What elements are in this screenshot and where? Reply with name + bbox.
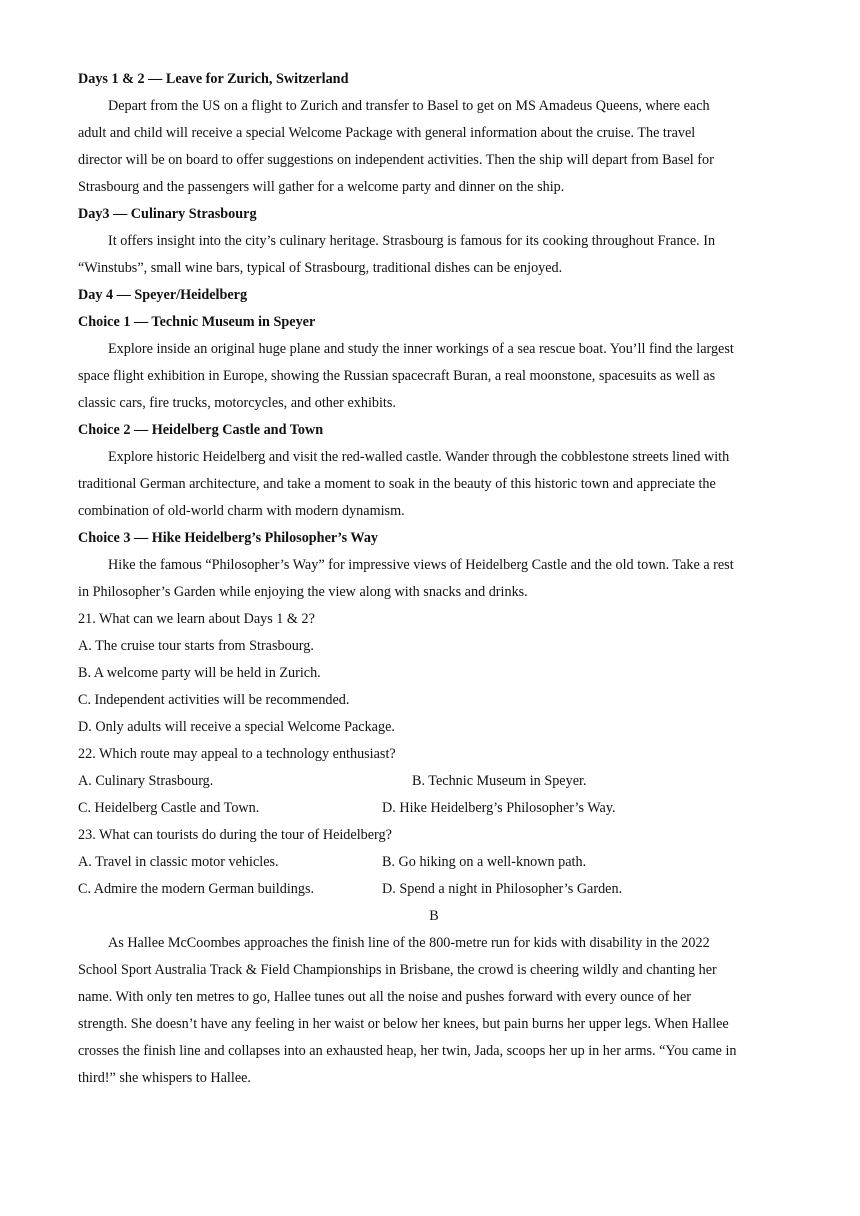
section-heading-choice-3: Choice 3 — Hike Heidelberg’s Philosopher’s Way — [78, 530, 379, 546]
section-heading-days-1-2: Days 1 & 2 — Leave for Zurich, Switzerland — [78, 71, 349, 87]
answer-option: D. Spend a night in Philosopher’s Garden. — [382, 881, 623, 897]
paragraph-line: director will be on board to offer suggestions on independent activities. Then the ship will depart from Basel for — [78, 152, 714, 168]
paragraph-line: combination of old-world charm with modern dynamism. — [78, 503, 405, 519]
answer-option: A. Culinary Strasbourg. — [78, 773, 214, 789]
answer-option-row — [78, 768, 790, 795]
paragraph-line: As Hallee McCoombes approaches the finish line of the 800-metre run for kids with disability in the 2022 — [108, 935, 710, 951]
section-heading-day-3: Day3 — Culinary Strasbourg — [78, 206, 257, 222]
section-heading-choice-1: Choice 1 — Technic Museum in Speyer — [78, 314, 316, 330]
paragraph-line: “Winstubs”, small wine bars, typical of Strasbourg, traditional dishes can be enjoyed. — [78, 260, 563, 276]
answer-option: C. Independent activities will be recommended. — [78, 692, 350, 708]
answer-option: D. Only adults will receive a special Welcome Package. — [78, 719, 395, 735]
paragraph-line: crosses the finish line and collapses into an exhausted heap, her twin, Jada, scoops her up in her arms. “You came in — [78, 1043, 737, 1059]
answer-option: A. Travel in classic motor vehicles. — [78, 854, 279, 870]
section-heading-day-4: Day 4 — Speyer/Heidelberg — [78, 287, 248, 303]
document-page — [78, 66, 790, 1092]
answer-option: C. Admire the modern German buildings. — [78, 881, 315, 897]
answer-option-row — [78, 876, 790, 903]
paragraph-line: Explore historic Heidelberg and visit the red-walled castle. Wander through the cobblestone streets lined with — [108, 449, 730, 465]
paragraph-line: space flight exhibition in Europe, showing the Russian spacecraft Buran, a real moonstone, spacesuits as well as — [78, 368, 716, 384]
answer-option: D. Hike Heidelberg’s Philosopher’s Way. — [382, 800, 616, 816]
section-heading-choice-2: Choice 2 — Heidelberg Castle and Town — [78, 422, 324, 438]
paragraph-line: traditional German architecture, and take a moment to soak in the beauty of this historic town and appreciate the — [78, 476, 716, 492]
answer-option: B. Go hiking on a well-known path. — [382, 854, 587, 870]
paragraph-line: School Sport Australia Track & Field Championships in Brisbane, the crowd is cheering wildly and chanting her — [78, 962, 717, 978]
paragraph-line: Strasbourg and the passengers will gather for a welcome party and dinner on the ship. — [78, 179, 565, 195]
answer-option: A. The cruise tour starts from Strasbourg. — [78, 638, 314, 654]
paragraph-line: classic cars, fire trucks, motorcycles, and other exhibits. — [78, 395, 396, 411]
paragraph-line: name. With only ten metres to go, Hallee tunes out all the noise and pushes forward with every ounce of her — [78, 989, 691, 1005]
answer-option: B. A welcome party will be held in Zurich. — [78, 665, 321, 681]
paragraph-line: It offers insight into the city’s culinary heritage. Strasbourg is famous for its cooking throughout France. In — [108, 233, 716, 249]
paragraph-line: in Philosopher’s Garden while enjoying the view along with snacks and drinks. — [78, 584, 528, 600]
passage-label: B — [429, 908, 439, 924]
question-stem-21: 21. What can we learn about Days 1 & 2? — [78, 611, 315, 627]
answer-option-row — [78, 795, 790, 822]
answer-option: C. Heidelberg Castle and Town. — [78, 800, 260, 816]
paragraph-line: strength. She doesn’t have any feeling in her waist or below her knees, but pain burns her upper legs. When Hallee — [78, 1016, 729, 1032]
paragraph-line: Explore inside an original huge plane and study the inner workings of a sea rescue boat. You’ll find the largest — [108, 341, 734, 357]
question-stem-23: 23. What can tourists do during the tour of Heidelberg? — [78, 827, 392, 843]
answer-option: B. Technic Museum in Speyer. — [412, 773, 587, 789]
answer-option-row — [78, 849, 790, 876]
paragraph-line: adult and child will receive a special Welcome Package with general information about the cruise. The travel — [78, 125, 696, 141]
paragraph-line: third!” she whispers to Hallee. — [78, 1070, 251, 1086]
paragraph-line: Depart from the US on a flight to Zurich and transfer to Basel to get on MS Amadeus Queens, where each — [108, 98, 710, 114]
question-stem-22: 22. Which route may appeal to a technology enthusiast? — [78, 746, 396, 762]
paragraph-line: Hike the famous “Philosopher’s Way” for impressive views of Heidelberg Castle and the old town. Take a rest — [108, 557, 734, 573]
